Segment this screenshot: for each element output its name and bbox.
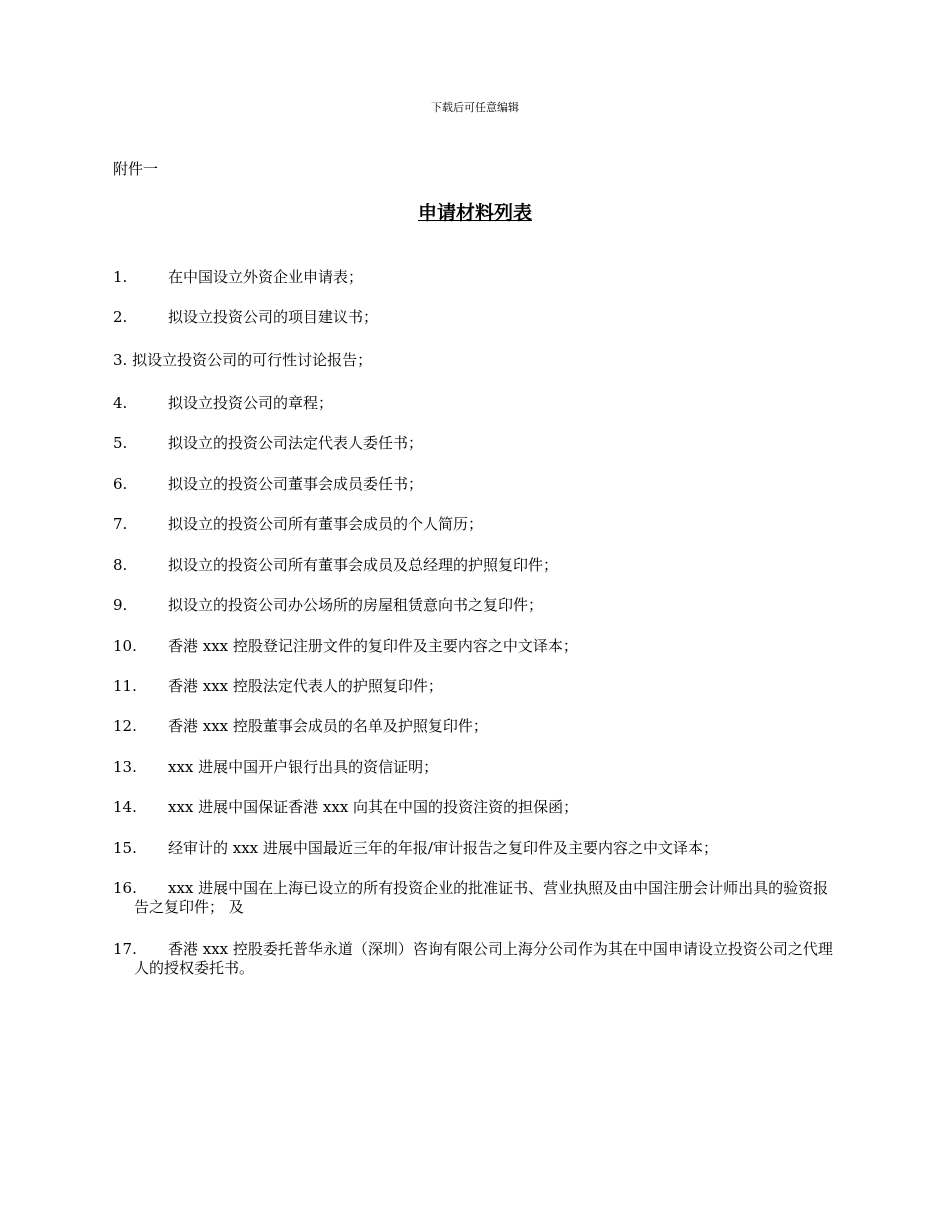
item-number: 3.: [113, 351, 128, 369]
item-text: [113, 351, 833, 370]
item-text: 拟设立投资公司的章程；: [168, 394, 334, 412]
item-text: 香港 xxx 控股登记注册文件的复印件及主要内容之中文译本；: [168, 637, 578, 655]
list-item: [113, 717, 833, 736]
list-item: [113, 351, 833, 370]
page-title: 申请材料列表: [417, 202, 532, 224]
item-number: 1.: [113, 268, 128, 286]
list-item: [113, 758, 833, 777]
item-text: 拟设立的投资公司办公场所的房屋租赁意向书之复印件；: [168, 596, 544, 614]
list-item: [113, 308, 833, 327]
item-number: 2.: [113, 308, 128, 326]
list-item: [113, 515, 833, 534]
item-text: xxx 进展中国开户银行出具的资信证明；: [168, 758, 439, 776]
item-number: 11.: [113, 677, 137, 695]
item-number: 15.: [113, 839, 137, 857]
item-text: 拟设立投资公司的项目建议书；: [168, 308, 379, 326]
item-number: 7.: [113, 515, 128, 533]
list-item: [113, 879, 833, 917]
item-number: 4.: [113, 394, 128, 412]
list-item: [113, 475, 833, 494]
list-item: [113, 434, 833, 453]
item-text: 在中国设立外资企业申请表；: [168, 268, 364, 286]
header-note: 下载后可任意编辑: [431, 101, 519, 114]
attachment-label: 附件一: [113, 160, 159, 178]
list-item: [113, 596, 833, 615]
item-number: 17.: [113, 940, 137, 958]
list-item: [113, 556, 833, 575]
list-item: [113, 637, 833, 656]
item-text: 拟设立的投资公司所有董事会成员的个人简历；: [168, 515, 484, 533]
item-text: 香港 xxx 控股法定代表人的护照复印件；: [168, 677, 443, 695]
list-item: [113, 677, 833, 696]
item-text: 香港 xxx 控股董事会成员的名单及护照复印件；: [168, 717, 488, 735]
item-number: 6.: [113, 475, 128, 493]
item-number: 16.: [113, 879, 137, 897]
item-text: xxx 进展中国在上海已设立的所有投资企业的批准证书、营业执照及由中国注册会计师出具的验资报告之复印件； 及: [134, 879, 829, 916]
item-text: 拟设立的投资公司所有董事会成员及总经理的护照复印件；: [168, 556, 559, 574]
item-text: xxx 进展中国保证香港 xxx 向其在中国的投资注资的担保函；: [168, 798, 579, 816]
item-text-body: 拟设立投资公司的可行性讨论报告；: [132, 351, 373, 369]
item-number: 5.: [113, 434, 128, 452]
item-text: 拟设立的投资公司董事会成员委任书；: [168, 475, 424, 493]
list-item: [113, 798, 833, 817]
item-number: 9.: [113, 596, 128, 614]
list-item: [113, 940, 833, 978]
item-number: 12.: [113, 717, 137, 735]
item-text: 拟设立的投资公司法定代表人委任书；: [168, 434, 424, 452]
list-item: [113, 268, 833, 287]
item-number: 14.: [113, 798, 137, 816]
list-item: [113, 394, 833, 413]
item-number: 13.: [113, 758, 137, 776]
item-text: 香港 xxx 控股委托普华永道（深圳）咨询有限公司上海分公司作为其在中国申请设立投资公司之代理人的授权委托书。: [134, 940, 833, 977]
list-item: [113, 839, 833, 858]
item-number: 8.: [113, 556, 128, 574]
item-number: 10.: [113, 637, 137, 655]
item-text: 经审计的 xxx 进展中国最近三年的年报/审计报告之复印件及主要内容之中文译本；: [168, 839, 718, 857]
